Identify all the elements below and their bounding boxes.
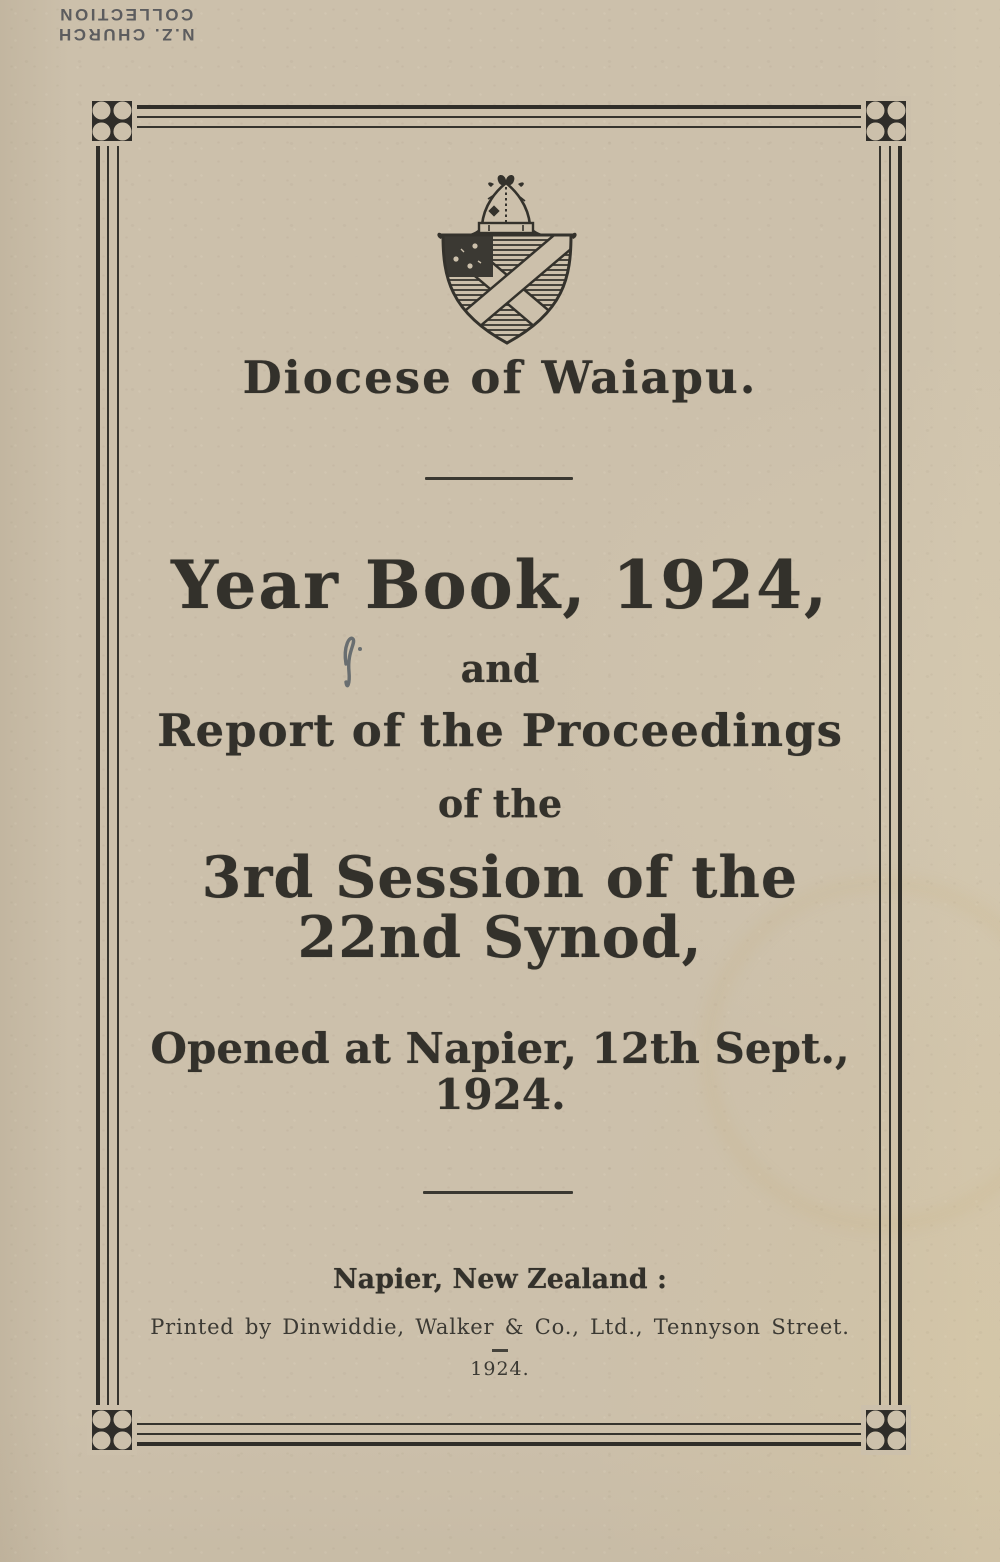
conjunction-text: and <box>460 646 540 691</box>
imprint-year: 1924. <box>470 1358 530 1380</box>
imprint-printer: Printed by Dinwiddie, Walker & Co., Ltd., Tennyson Street. <box>150 1315 850 1339</box>
session-line-1: 3rd Session of the <box>201 844 799 911</box>
diocese-crest-icon <box>436 171 578 349</box>
imprint-dash <box>492 1349 508 1352</box>
organization-title: Diocese of Waiapu. <box>242 351 758 404</box>
subtitle-connector: of the <box>437 781 563 826</box>
opened-line-2: 1924. <box>434 1070 566 1120</box>
maltese-cross-icon <box>861 96 911 146</box>
maltese-cross-icon <box>87 96 137 146</box>
divider-rule-top <box>425 477 573 480</box>
main-title: Year Book, 1924, <box>170 546 830 624</box>
opened-line-1: Opened at Napier, 12th Sept., <box>150 1024 850 1073</box>
subtitle: Report of the Proceedings <box>157 704 843 757</box>
library-stamp <box>18 4 233 44</box>
divider-rule-bottom <box>423 1191 573 1194</box>
maltese-cross-icon <box>87 1405 137 1455</box>
stamp-line-2: COLLECTION <box>57 5 194 24</box>
stamp-line-1: N.Z. CHURCH <box>56 25 195 44</box>
session-heading <box>0 844 1000 972</box>
maltese-cross-icon <box>861 1405 911 1455</box>
opening-details <box>0 1026 1000 1118</box>
session-line-2: 22nd Synod, <box>297 904 703 972</box>
imprint-place: Napier, New Zealand : <box>332 1264 668 1295</box>
